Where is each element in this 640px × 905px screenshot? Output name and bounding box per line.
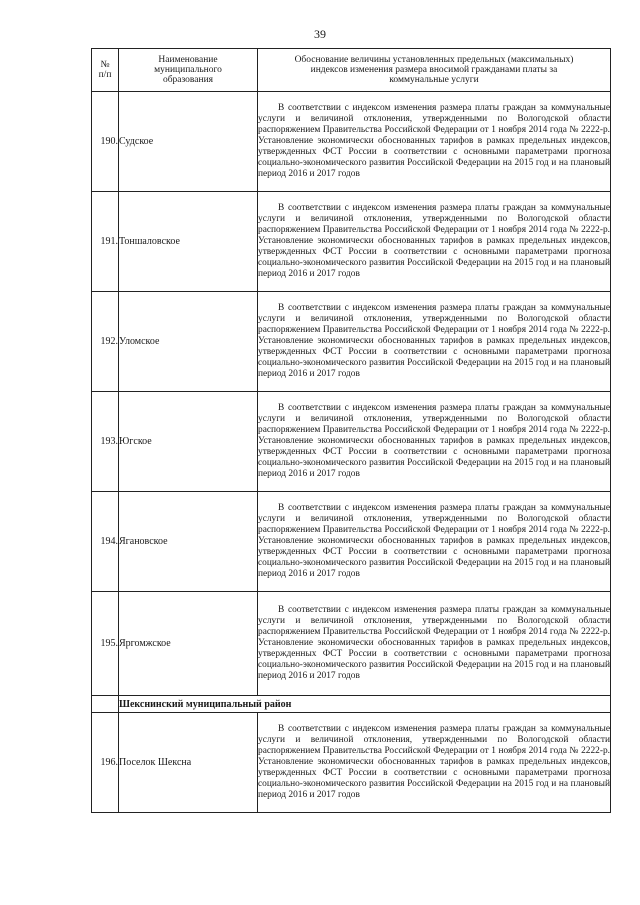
row-municipality: Тоншаловское [119, 192, 258, 292]
section-title: Шекснинский муниципальный район [119, 696, 611, 713]
row-justification [258, 292, 611, 392]
row-justification-text: В соответствии с индексом изменения размера платы граждан за коммунальные услуги и величиной отклонения, утвержденными по Вологодской области распоряжением Правительства Российской Федерации от 1 ноября 2014 года № 2222-р. Установление экономически обоснованных тарифов в рамках предельных индексов, утвержденных ФСТ России в соответствии с основными параметрами прогноза социально-экономического развития Российской Федерации на 2015 год и на плановый период 2016 и 2017 годов [258, 724, 610, 800]
row-number: 193. [92, 392, 119, 492]
row-number: 195. [92, 592, 119, 696]
row-justification [258, 492, 611, 592]
row-municipality: Уломское [119, 292, 258, 392]
page-number: 39 [314, 27, 326, 41]
row-justification [258, 192, 611, 292]
row-number: 192. [92, 292, 119, 392]
row-number: 194. [92, 492, 119, 592]
table-row [92, 492, 611, 592]
tariff-table [91, 48, 611, 813]
row-justification-text: В соответствии с индексом изменения размера платы граждан за коммунальные услуги и величиной отклонения, утвержденными по Вологодской области распоряжением Правительства Российской Федерации от 1 ноября 2014 года № 2222-р. Установление экономически обоснованных тарифов в рамках предельных индексов, утвержденных ФСТ России в соответствии с основными параметрами прогноза социально-экономического развития Российской Федерации на 2015 год и на плановый период 2016 и 2017 годов [258, 103, 610, 179]
table-row [92, 92, 611, 192]
row-justification [258, 713, 611, 813]
table-row [92, 592, 611, 696]
row-justification [258, 392, 611, 492]
row-justification-text: В соответствии с индексом изменения размера платы граждан за коммунальные услуги и величиной отклонения, утвержденными по Вологодской области распоряжением Правительства Российской Федерации от 1 ноября 2014 года № 2222-р. Установление экономически обоснованных тарифов в рамках предельных индексов, утвержденных ФСТ России в соответствии с основными параметрами прогноза социально-экономического развития Российской Федерации на 2015 год и на плановый период 2016 и 2017 годов [258, 503, 610, 579]
header-justification: Обоснование величины установленных предельных (максимальных) индексов изменения размера вносимой гражданами платы за коммунальные услуги [258, 49, 611, 92]
header-municipality: Наименование муниципального образования [119, 49, 258, 92]
row-municipality: Ягановское [119, 492, 258, 592]
row-number: 191. [92, 192, 119, 292]
row-municipality: Судское [119, 92, 258, 192]
row-justification-text: В соответствии с индексом изменения размера платы граждан за коммунальные услуги и величиной отклонения, утвержденными по Вологодской области распоряжением Правительства Российской Федерации от 1 ноября 2014 года № 2222-р. Установление экономически обоснованных тарифов в рамках предельных индексов, утвержденных ФСТ России в соответствии с основными параметрами прогноза социально-экономического развития Российской Федерации на 2015 год и на плановый период 2016 и 2017 годов [258, 605, 610, 681]
section-number-cell [92, 696, 119, 713]
row-number: 190. [92, 92, 119, 192]
row-justification-text: В соответствии с индексом изменения размера платы граждан за коммунальные услуги и величиной отклонения, утвержденными по Вологодской области распоряжением Правительства Российской Федерации от 1 ноября 2014 года № 2222-р. Установление экономически обоснованных тарифов в рамках предельных индексов, утвержденных ФСТ России в соответствии с основными параметрами прогноза социально-экономического развития Российской Федерации на 2015 год и на плановый период 2016 и 2017 годов [258, 203, 610, 279]
table-row [92, 292, 611, 392]
row-justification-text: В соответствии с индексом изменения размера платы граждан за коммунальные услуги и величиной отклонения, утвержденными по Вологодской области распоряжением Правительства Российской Федерации от 1 ноября 2014 года № 2222-р. Установление экономически обоснованных тарифов в рамках предельных индексов, утвержденных ФСТ России в соответствии с основными параметрами прогноза социально-экономического развития Российской Федерации на 2015 год и на плановый период 2016 и 2017 годов [258, 403, 610, 479]
table-header-row [92, 49, 611, 92]
table-row [92, 713, 611, 813]
row-municipality: Югское [119, 392, 258, 492]
row-municipality: Яргомжское [119, 592, 258, 696]
row-number: 196. [92, 713, 119, 813]
row-justification-text: В соответствии с индексом изменения размера платы граждан за коммунальные услуги и величиной отклонения, утвержденными по Вологодской области распоряжением Правительства Российской Федерации от 1 ноября 2014 года № 2222-р. Установление экономически обоснованных тарифов в рамках предельных индексов, утвержденных ФСТ России в соответствии с основными параметрами прогноза социально-экономического развития Российской Федерации на 2015 год и на плановый период 2016 и 2017 годов [258, 303, 610, 379]
row-justification [258, 92, 611, 192]
section-row [92, 696, 611, 713]
row-justification [258, 592, 611, 696]
header-number: № п/п [92, 49, 119, 92]
row-municipality: Поселок Шексна [119, 713, 258, 813]
table-row [92, 392, 611, 492]
table-row [92, 192, 611, 292]
